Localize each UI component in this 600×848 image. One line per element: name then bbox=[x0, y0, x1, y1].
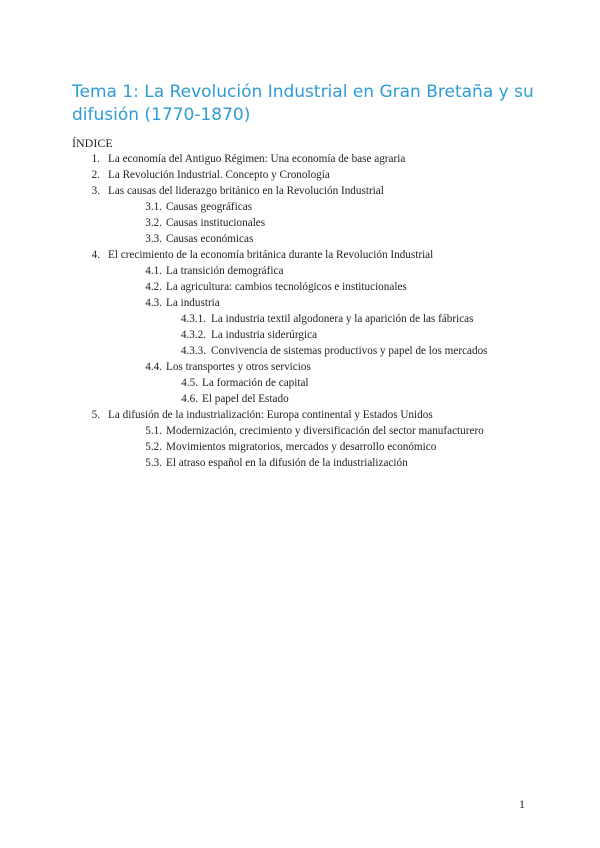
toc-item-number: 1. bbox=[91, 153, 100, 165]
toc-item bbox=[0, 232, 600, 248]
toc-item-text: La industria bbox=[166, 297, 220, 309]
toc-item bbox=[0, 392, 600, 408]
toc-item bbox=[0, 312, 600, 328]
toc-item-number: 4.1. bbox=[145, 265, 162, 277]
toc-item-text: La industria siderúrgica bbox=[211, 329, 318, 341]
toc-item-number: 4.3.3. bbox=[180, 345, 206, 357]
toc-item-number: 4.3.1. bbox=[180, 313, 206, 325]
toc-item-text: Los transportes y otros servicios bbox=[166, 361, 311, 373]
toc-item-text: La formación de capital bbox=[202, 377, 309, 389]
toc-item bbox=[0, 200, 600, 216]
toc-item-number: 5. bbox=[91, 409, 100, 421]
toc-item bbox=[0, 280, 600, 296]
table-of-contents bbox=[0, 152, 600, 472]
toc-item-text: La agricultura: cambios tecnológicos e institucionales bbox=[166, 281, 407, 293]
toc-item-number: 4. bbox=[91, 249, 100, 261]
toc-item bbox=[0, 328, 600, 344]
toc-item-number: 5.3. bbox=[145, 457, 162, 469]
toc-item-text: Convivencia de sistemas productivos y papel de los mercados bbox=[211, 345, 488, 357]
toc-item bbox=[0, 440, 600, 456]
toc-item bbox=[0, 408, 600, 424]
toc-item-number: 4.4. bbox=[145, 361, 162, 373]
toc-item-text: La transición demográfica bbox=[166, 265, 284, 277]
toc-item-number: 4.6. bbox=[181, 393, 198, 405]
toc-item-text: El atraso español en la difusión de la industrialización bbox=[166, 457, 408, 469]
toc-item bbox=[0, 216, 600, 232]
toc-item bbox=[0, 248, 600, 264]
toc-item-text: La difusión de la industrialización: Europa continental y Estados Unidos bbox=[108, 409, 433, 421]
toc-item bbox=[0, 152, 600, 168]
page-number: 1 bbox=[519, 797, 525, 811]
toc-item bbox=[0, 376, 600, 392]
toc-item-number: 4.3. bbox=[145, 297, 162, 309]
toc-item-number: 4.2. bbox=[145, 281, 162, 293]
toc-item-text: La Revolución Industrial. Concepto y Cronología bbox=[108, 169, 330, 181]
toc-item-text: El crecimiento de la economía británica durante la Revolución Industrial bbox=[108, 249, 434, 261]
toc-item-number: 3. bbox=[91, 185, 100, 197]
index-heading: ÍNDICE bbox=[72, 136, 113, 150]
toc-item-text: Causas económicas bbox=[166, 233, 254, 245]
toc-item-number: 4.5. bbox=[181, 377, 198, 389]
toc-item-text: El papel del Estado bbox=[202, 393, 289, 405]
toc-item bbox=[0, 424, 600, 440]
toc-item-text: La industria textil algodonera y la aparición de las fábricas bbox=[211, 313, 474, 325]
toc-item bbox=[0, 344, 600, 360]
toc-item-number: 3.1. bbox=[145, 201, 162, 213]
toc-item-text: Modernización, crecimiento y diversificación del sector manufacturero bbox=[166, 425, 484, 437]
toc-item-number: 4.3.2. bbox=[180, 329, 206, 341]
toc-item bbox=[0, 296, 600, 312]
toc-item bbox=[0, 360, 600, 376]
toc-item-number: 5.2. bbox=[145, 441, 162, 453]
toc-item-text: Las causas del liderazgo británico en la Revolución Industrial bbox=[108, 185, 384, 197]
toc-item-text: Causas geográficas bbox=[166, 201, 253, 213]
toc-item bbox=[0, 168, 600, 184]
toc-item-text: Movimientos migratorios, mercados y desarrollo económico bbox=[166, 441, 437, 453]
toc-item-text: La economía del Antiguo Régimen: Una economía de base agraria bbox=[108, 153, 406, 165]
toc-item-number: 2. bbox=[91, 169, 100, 181]
document-title: Tema 1: La Revolución Industrial en Gran Bretaña y su difusión (1770-1870) bbox=[72, 82, 534, 125]
toc-item-number: 3.3. bbox=[145, 233, 162, 245]
toc-item-number: 5.1. bbox=[145, 425, 162, 437]
toc-item bbox=[0, 184, 600, 200]
toc-item bbox=[0, 264, 600, 280]
toc-item-text: Causas institucionales bbox=[166, 217, 266, 229]
toc-item bbox=[0, 456, 600, 472]
toc-item-number: 3.2. bbox=[145, 217, 162, 229]
